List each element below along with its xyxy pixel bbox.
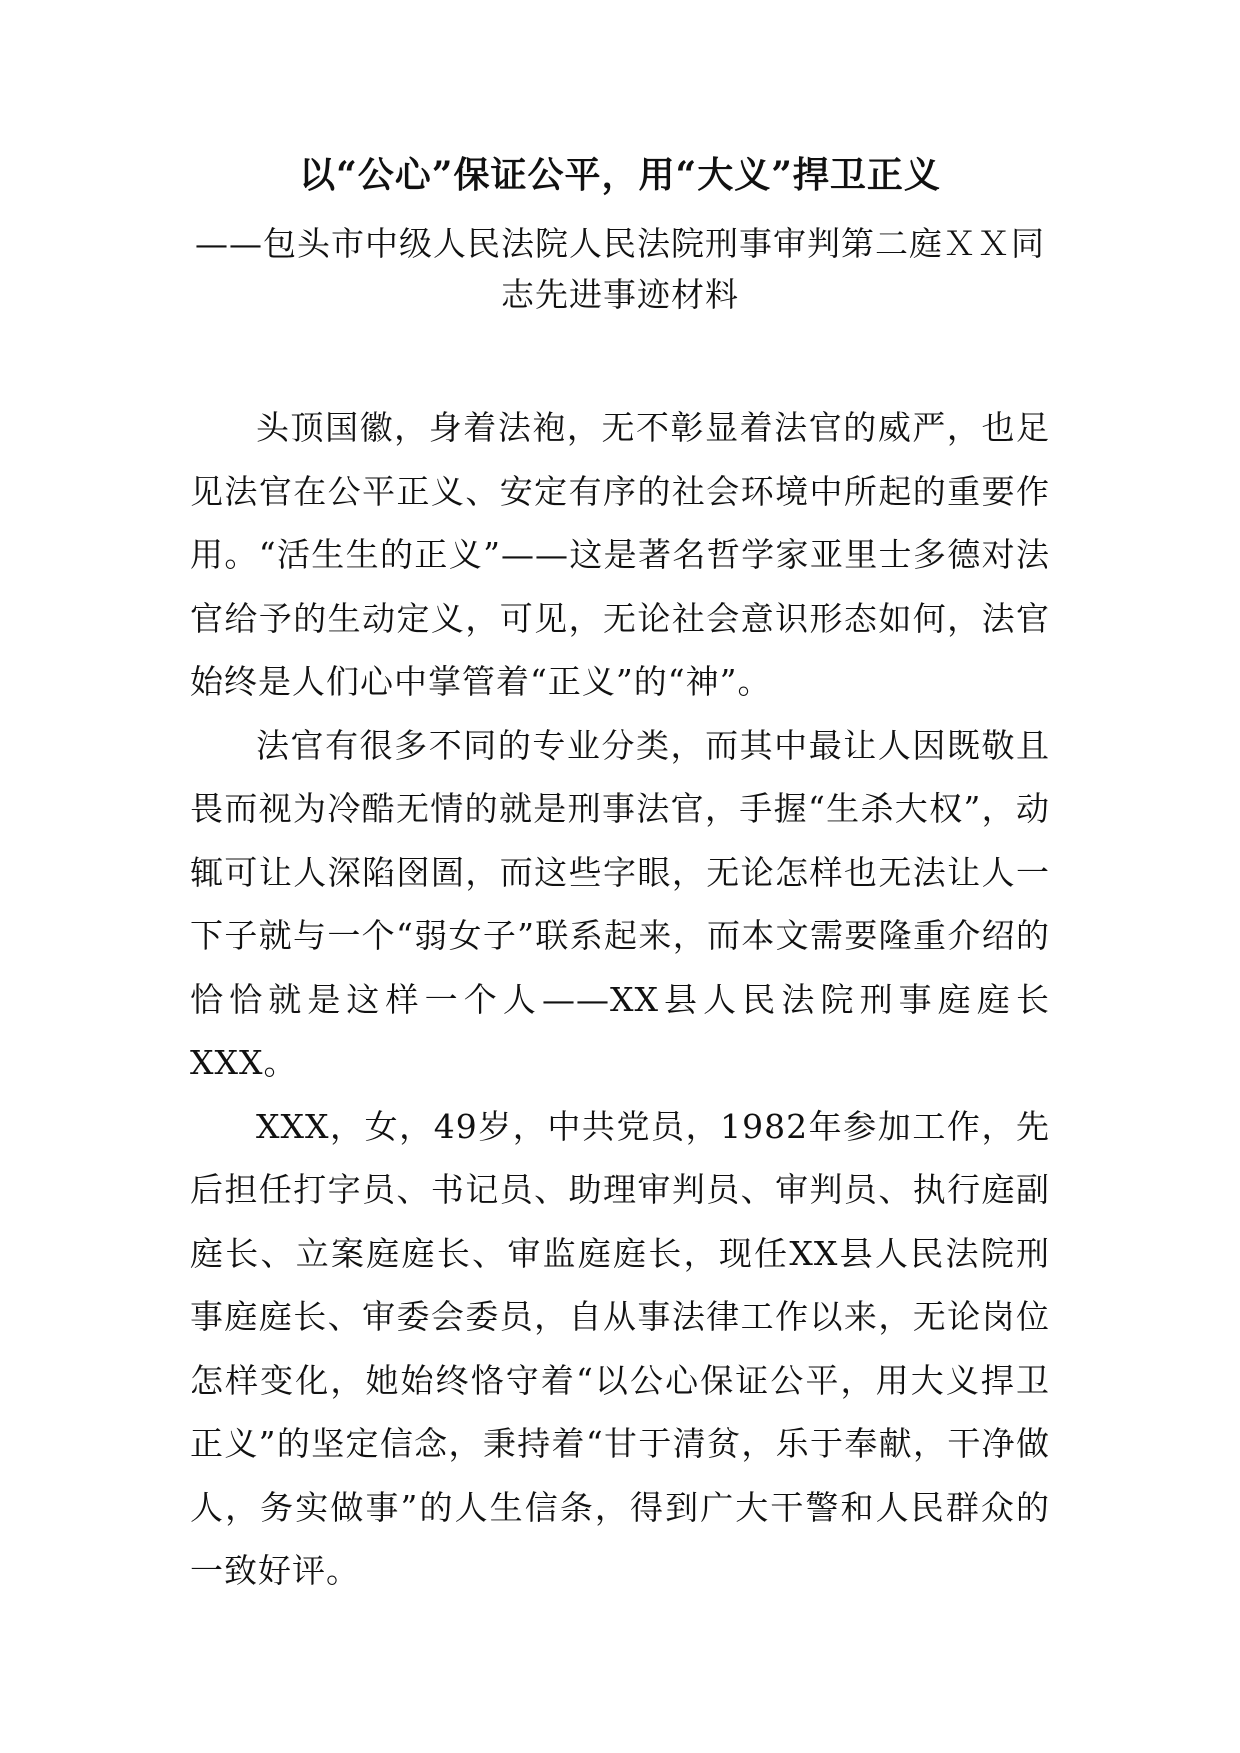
- paragraph-3: XXX，女，49岁，中共党员，1982年参加工作，先后担任打字员、书记员、助理审判员、审判员、执行庭副庭长、立案庭庭长、审监庭庭长，现任XX县人民法院刑事庭庭长、审委会委员，自从事法律工作以来，无论岗位怎样变化，她始终恪守着“以公心保证公平，用大义捍卫正义”的坚定信念，秉持着“甘于清贫，乐于奉献，干净做人，务实做事”的人生信条，得到广大干警和人民群众的一致好评。: [190, 1106, 1050, 1590]
- paragraph-1: 头顶国徽，身着法袍，无不彰显着法官的威严，也足见法官在公平正义、安定有序的社会环境中所起的重要作用。“活生生的正义”——这是著名哲学家亚里士多德对法官给予的生动定义，可见，无论社会意识形态如何，法官始终是人们心中掌管着“正义”的“神”。: [190, 408, 1050, 701]
- document-title: 以“公心”保证公平，用“大义”捍卫正义: [299, 154, 941, 196]
- document-body: [190, 396, 1050, 1603]
- paragraph-2: 法官有很多不同的专业分类，而其中最让人因既敬且畏而视为冷酷无情的就是刑事法官，手握“生杀大权”，动辄可让人深陷囹圄，而这些字眼，无论怎样也无法让人一下子就与一个“弱女子”联系起来，而本文需要隆重介绍的恰恰就是这样一个人——XX县人民法院刑事庭庭长XXX。: [190, 725, 1050, 1082]
- document-subtitle: ——包头市中级人民法院人民法院刑事审判第二庭ＸＸ同志先进事迹材料: [195, 224, 1045, 314]
